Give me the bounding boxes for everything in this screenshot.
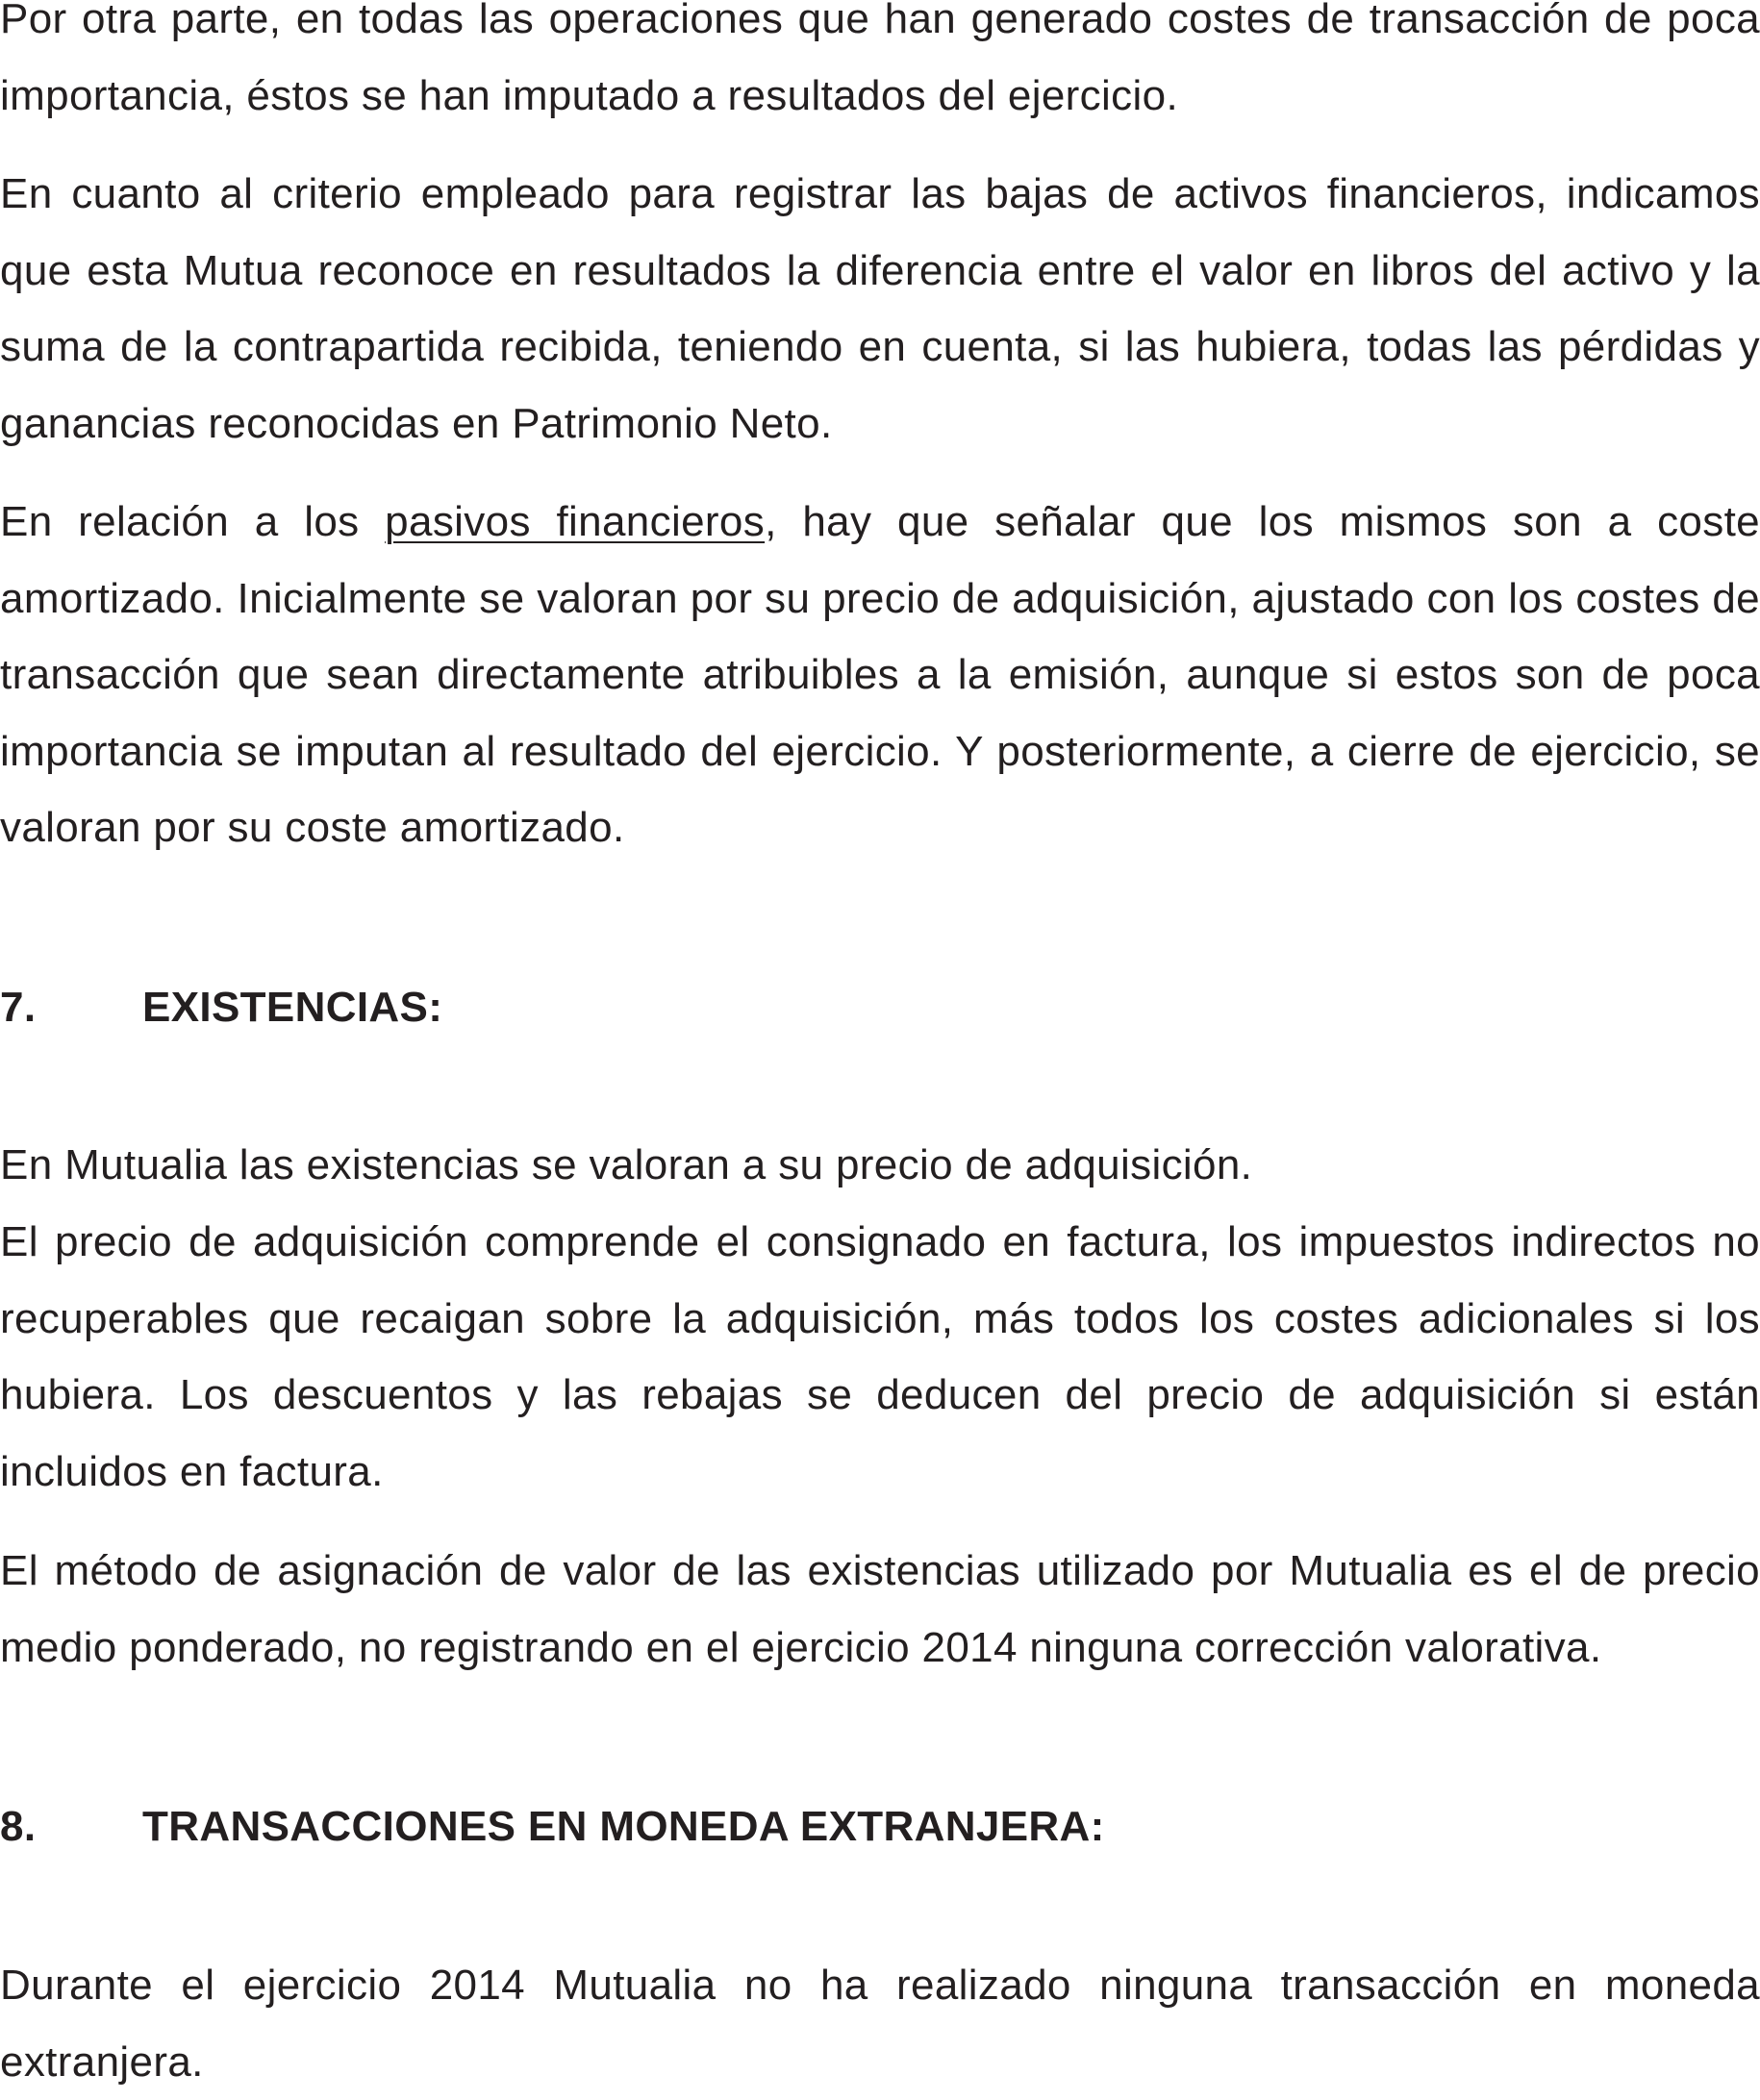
- section-heading-existencias: [0, 969, 442, 1046]
- paragraph-valuation-method: [0, 1533, 1760, 1686]
- section-title: EXISTENCIAS:: [142, 984, 443, 1031]
- section-number: 8.: [0, 1803, 37, 1850]
- paragraph-acquisition-price: [0, 1204, 1760, 1510]
- paragraph-foreign-currency: [0, 1947, 1760, 2100]
- paragraph-text: En Mutualia las existencias se valoran a su precio de adquisición.: [0, 1141, 1253, 1188]
- underlined-term: pasivos financieros: [385, 498, 766, 545]
- paragraph-text: En relación a los: [0, 498, 386, 545]
- paragraph-existencias-valuation: [0, 1127, 1760, 1204]
- paragraph-transaction-costs: [0, 0, 1760, 134]
- section-title: TRANSACCIONES EN MONEDA EXTRANJERA:: [142, 1803, 1105, 1850]
- section-number: 7.: [0, 984, 37, 1031]
- paragraph-text: , hay que señalar que los mismos son a coste amortizado. Inicialmente se valoran por su precio de adquisición, ajustado con los costes de transacción que sean directamente atribuibles a la emisión, aunque si estos son de poca importancia se imputan al resultado del ejercicio. Y posteriormente, a cierre de ejercicio, se valoran por su coste amortizado.: [0, 498, 1760, 851]
- paragraph-text: Por otra parte, en todas las operaciones que han generado costes de transacción de poca importancia, éstos se han imputado a resultados del ejercicio.: [0, 0, 1760, 119]
- section-heading-foreign-currency: [0, 1788, 1105, 1865]
- paragraph-financial-assets-derecognition: [0, 156, 1760, 462]
- paragraph-text: El precio de adquisición comprende el consignado en factura, los impuestos indirectos no recuperables que recaigan sobre la adquisición, más todos los costes adicionales si los hubiera. Los descuentos y las rebajas se deducen del precio de adquisición si están incluidos en factura.: [0, 1218, 1760, 1495]
- paragraph-financial-liabilities: [0, 484, 1760, 866]
- paragraph-text: El método de asignación de valor de las existencias utilizado por Mutualia es el de precio medio ponderado, no registrando en el ejercicio 2014 ninguna corrección valorativa.: [0, 1547, 1760, 1671]
- paragraph-text: Durante el ejercicio 2014 Mutualia no ha realizado ninguna transacción en moneda extranjera.: [0, 1962, 1760, 2086]
- paragraph-text: En cuanto al criterio empleado para registrar las bajas de activos financieros, indicamos que esta Mutua reconoce en resultados la diferencia entre el valor en libros del activo y la suma de la contrapartida recibida, teniendo en cuenta, si las hubiera, todas las pérdidas y ganancias reconocidas en Patrimonio Neto.: [0, 170, 1760, 447]
